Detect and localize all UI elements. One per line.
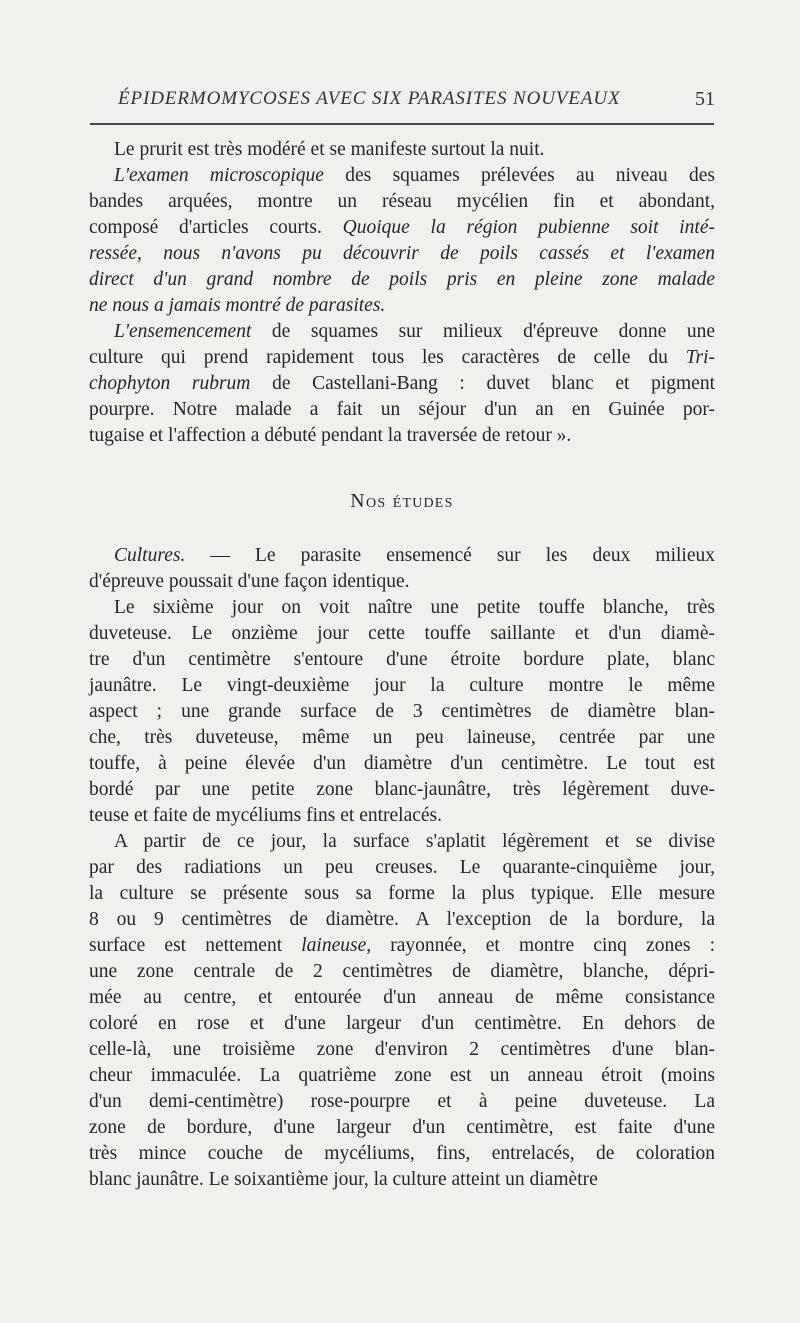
text-run: touffe, à peine élevée d'un diamètre d'un centimètre. Le tout est <box>89 753 715 774</box>
section-heading-word: ÉTUDES <box>392 496 454 511</box>
italic-run: L'ensemencement <box>114 321 252 342</box>
text-line <box>89 1089 715 1115</box>
text-line <box>89 751 715 777</box>
italic-run: ne nous a jamais montré de parasites. <box>89 295 386 316</box>
text-line <box>89 163 715 189</box>
text-line <box>89 1011 715 1037</box>
paragraph <box>89 319 715 449</box>
text-line <box>89 959 715 985</box>
text-line <box>89 189 715 215</box>
text-line <box>89 543 715 569</box>
text-line <box>89 699 715 725</box>
text-line <box>89 907 715 933</box>
text-line <box>89 1115 715 1141</box>
text-run: , rayonnée, et montre cinq zones : <box>366 935 715 956</box>
text-line <box>89 569 715 595</box>
text-run: de squames sur milieux d'épreuve donne une <box>251 321 715 342</box>
text-run: la culture se présente sous sa forme la plus typique. Elle mesure <box>89 883 715 904</box>
header-rule <box>90 123 714 125</box>
italic-run: direct d'un grand nombre de poils pris en pleine zone malade <box>89 269 715 290</box>
text-run: culture qui prend rapidement tous les caractères de celle du <box>89 347 686 368</box>
section-heading-rest: OS <box>366 496 387 511</box>
text-run: aspect ; une grande surface de 3 centimètres de diamètre blan- <box>89 701 715 722</box>
text-line <box>89 595 715 621</box>
text-line <box>89 803 715 829</box>
italic-run: Cultures. <box>114 545 186 566</box>
text-run: A partir de ce jour, la surface s'aplatit légèrement et se divise <box>114 831 715 852</box>
section-heading-initial: N <box>350 491 367 512</box>
text-line <box>89 241 715 267</box>
text-line <box>89 423 715 449</box>
text-line <box>89 293 715 319</box>
text-line <box>89 725 715 751</box>
text-run: d'épreuve poussait d'une façon identique. <box>89 571 410 592</box>
text-run: composé d'articles courts. <box>89 217 343 238</box>
text-line <box>89 267 715 293</box>
text-line <box>89 673 715 699</box>
italic-run: L'examen microscopique <box>114 165 324 186</box>
text-run: celle-là, une troisième zone d'environ 2 centimètres d'une blan- <box>89 1039 715 1060</box>
section-heading <box>89 489 715 515</box>
text-line <box>89 777 715 803</box>
text-run: d'un demi-centimètre) rose-pourpre et à peine duveteuse. La <box>89 1091 715 1112</box>
running-title: ÉPIDERMOMYCOSES AVEC SIX PARASITES NOUVEAUX <box>118 88 621 109</box>
page-header <box>88 88 715 118</box>
text-run: des squames prélevées au niveau des <box>323 165 715 186</box>
text-line <box>89 345 715 371</box>
text-run: très mince couche de mycéliums, fins, entrelacés, de coloration <box>89 1143 715 1164</box>
text-run: de Castellani-Bang : duvet blanc et pigment <box>250 373 715 394</box>
text-line <box>89 397 715 423</box>
text-line <box>89 1141 715 1167</box>
text-line <box>89 621 715 647</box>
text-line <box>89 1037 715 1063</box>
paragraph <box>89 595 715 829</box>
text-line <box>89 137 715 163</box>
text-run: teuse et faite de mycéliums fins et entrelacés. <box>89 805 443 826</box>
paragraph <box>89 163 715 319</box>
text-run: pourpre. Notre malade a fait un séjour d'un an en Guinée por- <box>89 399 715 420</box>
text-run: Le sixième jour on voit naître une petite touffe blanche, très <box>114 597 715 618</box>
text-run: duveteuse. Le onzième jour cette touffe saillante et d'un diamè- <box>89 623 715 644</box>
text-run: cheur immaculée. La quatrième zone est un anneau étroit (moins <box>89 1065 715 1086</box>
italic-run: ressée, nous n'avons pu découvrir de poils cassés et l'examen <box>89 243 715 264</box>
text-run: blanc jaunâtre. Le soixantième jour, la culture atteint un diamètre <box>89 1169 598 1190</box>
body-text <box>89 137 715 1193</box>
text-run: — Le parasite ensemencé sur les deux milieux <box>185 545 715 566</box>
text-line <box>89 829 715 855</box>
italic-run: Tri- <box>685 347 715 368</box>
text-line <box>89 855 715 881</box>
italic-run: chophyton rubrum <box>89 373 251 394</box>
text-line <box>89 985 715 1011</box>
text-run: une zone centrale de 2 centimètres de diamètre, blanche, dépri- <box>89 961 715 982</box>
text-run: surface est nettement <box>89 935 302 956</box>
text-run: bandes arquées, montre un réseau mycélien fin et abondant, <box>89 191 715 212</box>
italic-run: laineuse <box>301 935 367 956</box>
text-run: tugaise et l'affection a débuté pendant la traversée de retour ». <box>89 425 572 446</box>
text-line <box>89 1167 715 1193</box>
paragraph <box>89 543 715 595</box>
text-run: 8 ou 9 centimètres de diamètre. A l'exception de la bordure, la <box>89 909 715 930</box>
text-run: bordé par une petite zone blanc-jaunâtre, très légèrement duve- <box>89 779 715 800</box>
text-line <box>89 647 715 673</box>
text-run: Le prurit est très modéré et se manifeste surtout la nuit. <box>114 139 545 160</box>
text-line <box>89 1063 715 1089</box>
paragraph <box>89 829 715 1193</box>
text-line <box>89 881 715 907</box>
text-run: tre d'un centimètre s'entoure d'une étroite bordure plate, blanc <box>89 649 715 670</box>
text-run: coloré en rose et d'une largeur d'un centimètre. En dehors de <box>89 1013 715 1034</box>
text-run: che, très duveteuse, même un peu laineuse, centrée par une <box>89 727 715 748</box>
page-number: 51 <box>695 88 715 110</box>
paragraph <box>89 137 715 163</box>
text-line <box>89 215 715 241</box>
text-run: zone de bordure, d'une largeur d'un centimètre, est faite d'une <box>89 1117 715 1138</box>
text-line <box>89 371 715 397</box>
text-run: par des radiations un peu creuses. Le quarante-cinquième jour, <box>89 857 715 878</box>
text-run: jaunâtre. Le vingt-deuxième jour la culture montre le même <box>89 675 715 696</box>
text-line <box>89 933 715 959</box>
text-run: mée au centre, et entourée d'un anneau de même consistance <box>89 987 715 1008</box>
text-line <box>89 319 715 345</box>
italic-run: Quoique la région pubienne soit inté- <box>342 217 715 238</box>
